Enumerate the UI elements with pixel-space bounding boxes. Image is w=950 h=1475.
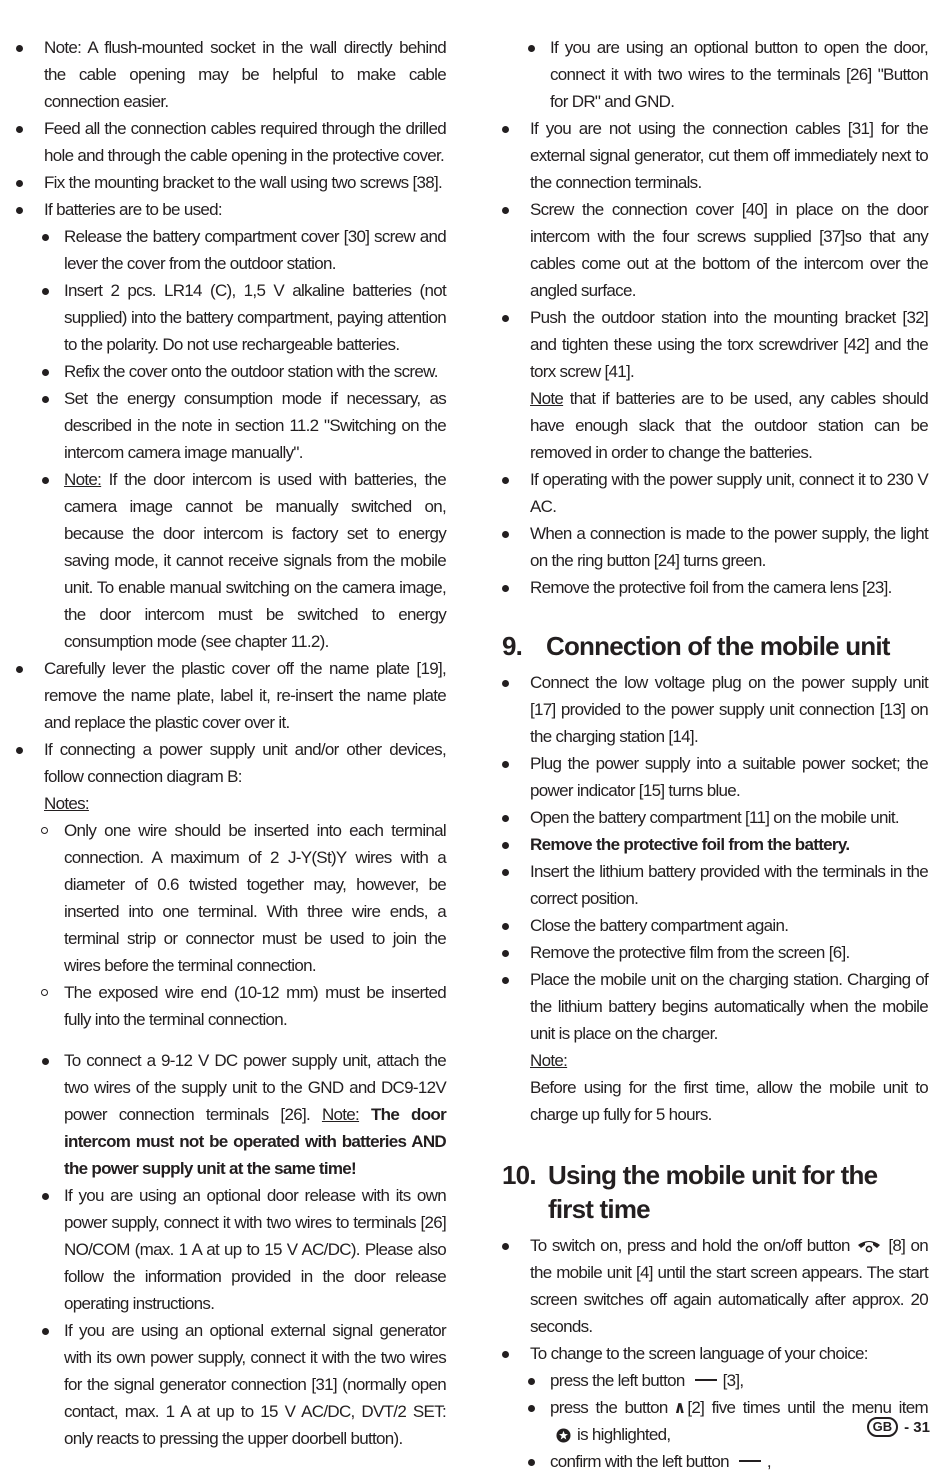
- right-column: [502, 34, 928, 1475]
- country-badge: GB: [867, 1417, 899, 1437]
- warning-text: The door intercom must not be operated with batteries AND the power supply unit at the same time!: [64, 1105, 446, 1178]
- page-footer: [867, 1417, 930, 1437]
- star-icon: [556, 1428, 571, 1443]
- list-item: Place the mobile unit on the charging station. Charging of the lithium battery begins automatically when the mobile unit is place on the charger.: [502, 966, 928, 1047]
- list-item: Remove the protective foil from the battery.: [502, 831, 928, 858]
- sub-list-item: Refix the cover onto the outdoor station with the screw.: [38, 358, 446, 385]
- list-item: Carefully lever the plastic cover off the name plate [19], remove the name plate, label it, re-insert the name plate and replace the plastic cover over it.: [16, 655, 446, 736]
- list-item: Insert the lithium battery provided with the terminals in the correct position.: [502, 858, 928, 912]
- list-item: Remove the protective foil from the camera lens [23].: [502, 574, 928, 601]
- note-item: The exposed wire end (10-12 mm) must be inserted fully into the terminal connection.: [38, 979, 446, 1033]
- list-item: If connecting a power supply unit and/or other devices, follow connection diagram B:: [16, 736, 446, 790]
- list-item: When a connection is made to the power supply, the light on the ring button [24] turns green.: [502, 520, 928, 574]
- up-caret-icon: ∧: [673, 1398, 686, 1417]
- sub-list-item: To connect a 9-12 V DC power supply unit, attach the two wires of the supply unit to the GND and DC9-12V power connection terminals [26]. Note: The door intercom must not be operated with batteries AND the power supply unit at the same time!: [38, 1047, 446, 1182]
- sub-list-item: confirm with the left button ,: [524, 1448, 928, 1475]
- dash-icon: [739, 1460, 761, 1462]
- sub-list-item: Set the energy consumption mode if necessary, as described in the note in section 11.2 "Switching on the intercom camera image manually".: [38, 385, 446, 466]
- list-item: Open the battery compartment [11] on the mobile unit.: [502, 804, 928, 831]
- list-item: Connect the low voltage plug on the power supply unit [17] provided to the power supply unit connection [13] on the charging station [14].: [502, 669, 928, 750]
- note-label: Note:: [530, 1051, 568, 1070]
- note-label: Note:: [321, 1105, 360, 1124]
- list-item: Fix the mounting bracket to the wall using two screws [38].: [16, 169, 446, 196]
- list-item: To switch on, press and hold the on/off button [8] on the mobile unit [4] until the start screen appears. The start screen switches off again automatically after approx. 20 seconds.: [502, 1232, 928, 1340]
- list-item: Push the outdoor station into the mounting bracket [32] and tighten these using the torx screwdriver [42] and the torx screw [41].: [502, 304, 928, 385]
- list-item: Feed all the connection cables required through the drilled hole and through the cable opening in the protective cover.: [16, 115, 446, 169]
- list-item: If you are not using the connection cables [31] for the external signal generator, cut them off immediately next to the connection terminals.: [502, 115, 928, 196]
- note-label: Note: [530, 389, 564, 408]
- list-item: Plug the power supply into a suitable power socket; the power indicator [15] turns blue.: [502, 750, 928, 804]
- sub-list-item: If you are using an optional door release with its own power supply, connect it with two wires to terminals [26] NO/COM (max. 1 A at up to 15 V AC/DC). Please also follow the information provided in the door release operating instructions.: [38, 1182, 446, 1317]
- list-item: To change to the screen language of your choice:: [502, 1340, 928, 1367]
- sub-list-item: [38, 466, 446, 655]
- sub-list-item: press the button ∧ [2] five times until the menu item is highlighted,: [524, 1394, 928, 1448]
- section-heading-10: 10. Using the mobile unit for the first time: [502, 1160, 878, 1224]
- sub-list-item: press the left button [3],: [524, 1367, 928, 1394]
- sub-list-item: Insert 2 pcs. LR14 (C), 1,5 V alkaline batteries (not supplied) into the battery compartment, paying attention to the polarity. Do not use rechargeable batteries.: [38, 277, 446, 358]
- note-paragraph: Note that if batteries are to be used, any cables should have enough slack that the outdoor station can be removed in order to change the batteries.: [530, 389, 928, 462]
- note-label: Note:: [64, 470, 102, 489]
- note-item: Only one wire should be inserted into each terminal connection. A maximum of 2 J-Y(St)Y wires with a diameter of 0.6 twisted together may, however, be inserted into one terminal. With three wire ends, a terminal strip or connector must be used to join the wires before the terminal connection.: [38, 817, 446, 979]
- section-heading-9: 9. Connection of the mobile unit: [502, 631, 890, 661]
- sub-list-item: If you are using an optional external signal generator with its own power supply, connect it with the two wires for the signal generator connection [31] (normally open contact, max. 1 A at up to 15 V AC/DC, DVT/2 SET: only reacts to pressing the upper doorbell button).: [38, 1317, 446, 1452]
- list-item: Remove the protective film from the screen [6].: [502, 939, 928, 966]
- sub-list-item: Release the battery compartment cover [30] screw and lever the cover from the outdoor station.: [38, 223, 446, 277]
- list-item: If operating with the power supply unit, connect it to 230 V AC.: [502, 466, 928, 520]
- list-item: Close the battery compartment again.: [502, 912, 928, 939]
- left-column: [16, 34, 446, 1452]
- list-item: If batteries are to be used:: [16, 196, 446, 223]
- note-paragraph: Before using for the first time, allow the mobile unit to charge up fully for 5 hours.: [530, 1078, 928, 1124]
- note-text: If the door intercom is used with batteries, the camera image cannot be manually switched on, because the door intercom is factory set to energy saving mode, it cannot receive signals from the mobile unit. To enable manual switching on the camera image, the door intercom must be switched to energy consumption mode (see chapter 11.2).: [64, 470, 446, 651]
- list-item: Note: A flush-mounted socket in the wall directly behind the cable opening may be helpful to make cable connection easier.: [16, 34, 446, 115]
- notes-label: Notes:: [44, 794, 89, 813]
- sub-list-item: If you are using an optional button to open the door, connect it with two wires to the terminals [26] "Button for DR" and GND.: [524, 34, 928, 115]
- phone-icon: [857, 1239, 881, 1253]
- list-item: Screw the connection cover [40] in place on the door intercom with the four screws supplied [37]so that any cables come out at the bottom of the intercom over the angled surface.: [502, 196, 928, 304]
- page-number: - 31: [904, 1418, 930, 1436]
- dash-icon: [695, 1379, 717, 1381]
